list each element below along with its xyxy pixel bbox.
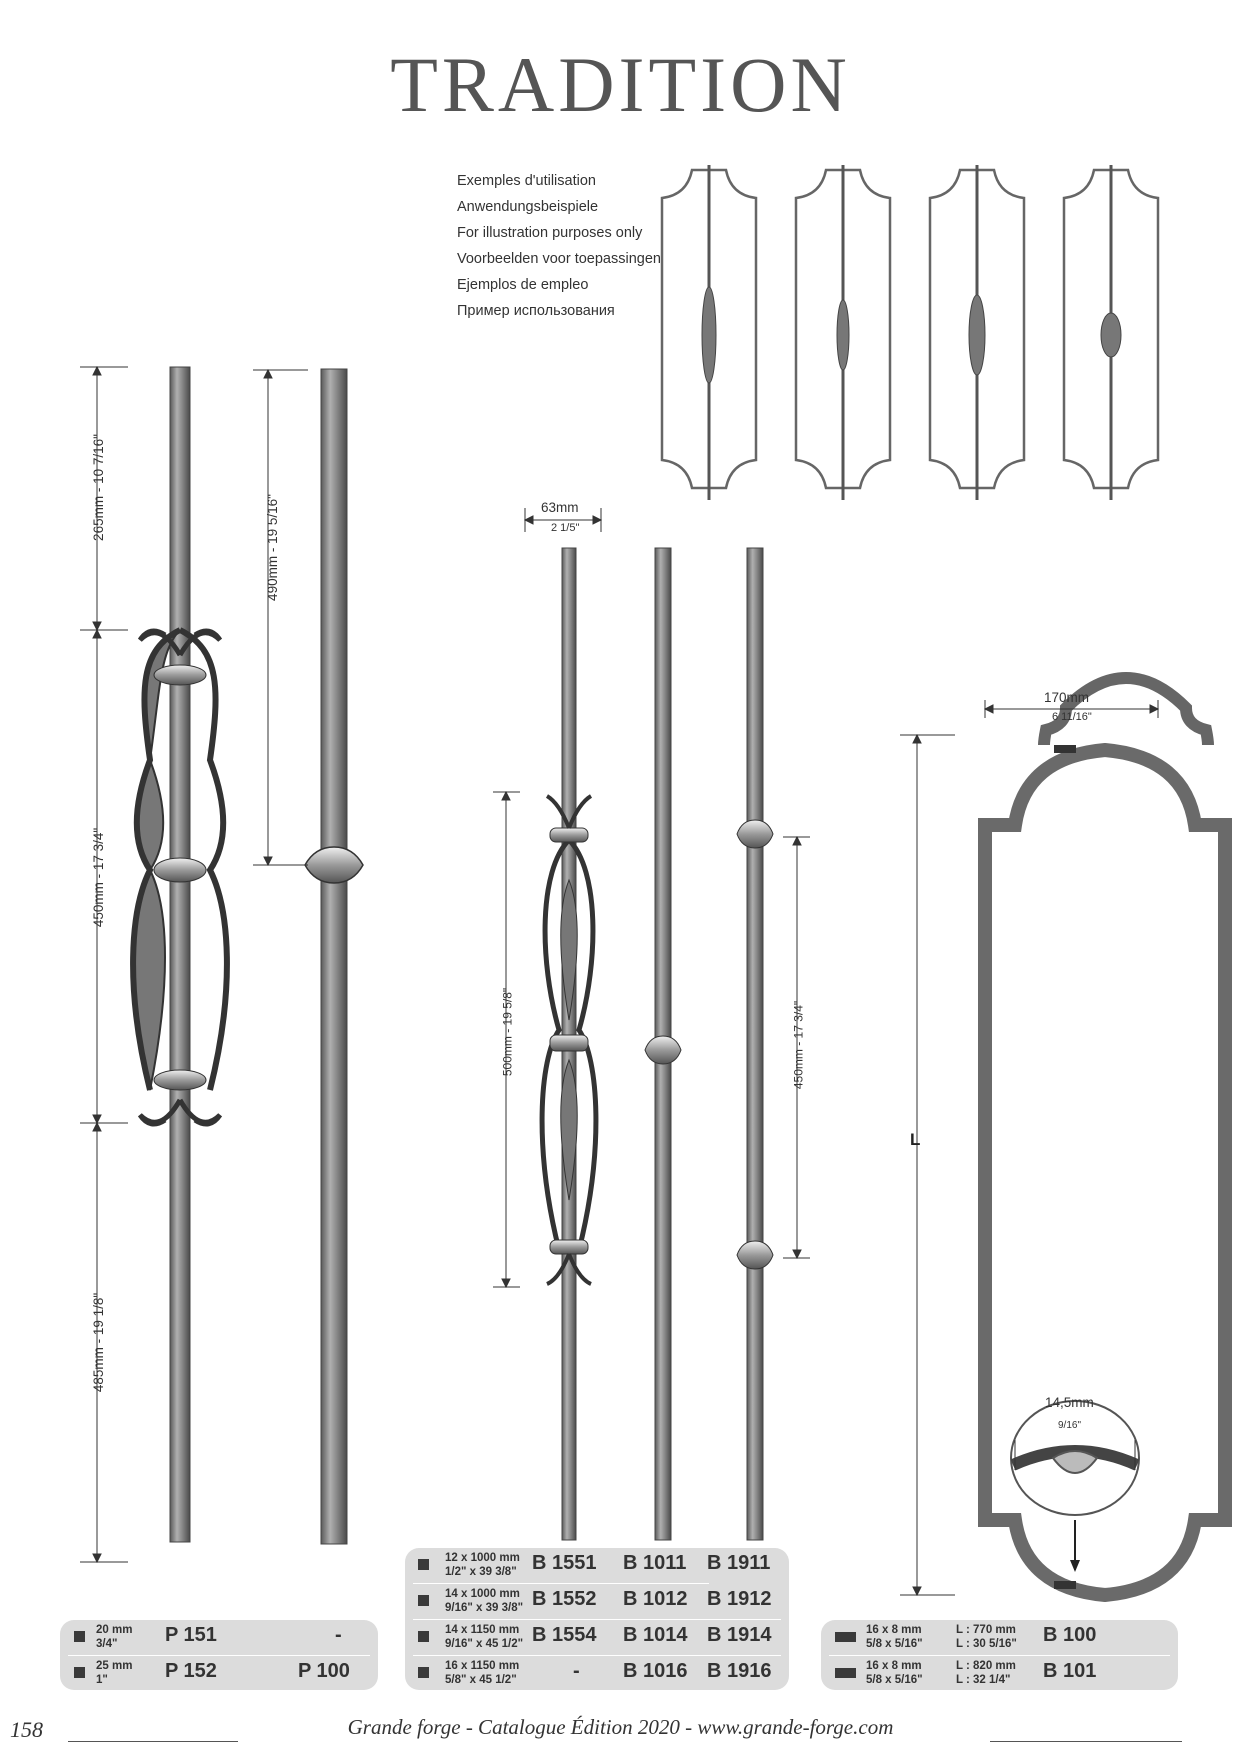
product-code: B 1016 — [623, 1660, 688, 1682]
dim-450-right: 450mm - 17 3/4" — [791, 1000, 806, 1090]
product-code: B 1552 — [532, 1588, 597, 1610]
table-row — [821, 1620, 1178, 1654]
dim-490: 490mm - 19 5/16" — [265, 494, 280, 601]
dim-265: 265mm - 10 7/16" — [91, 434, 106, 541]
square-bar-icon — [418, 1667, 429, 1678]
spec-mm: 16 x 8 mm — [866, 1624, 922, 1636]
usage-label-en: For illustration purposes only — [457, 225, 643, 241]
spec-in: 5/8 x 5/16" — [866, 1638, 923, 1650]
dim-length-L: L — [910, 1130, 921, 1149]
table-row — [60, 1620, 378, 1654]
usage-example-frames — [662, 170, 1158, 488]
footer-rule-left — [68, 1741, 238, 1742]
usage-label-nl: Voorbeelden voor toepassingen — [457, 251, 661, 267]
square-bar-icon — [74, 1667, 85, 1678]
dim-500: 500mm - 19 5/8" — [500, 987, 515, 1077]
spec-in: 9/16" x 45 1/2" — [445, 1638, 524, 1650]
product-code: B 1011 — [623, 1552, 687, 1574]
length-mm: L : 820 mm — [956, 1660, 1016, 1672]
baluster-b1011-illustration — [645, 548, 681, 1540]
length-in: L : 30 5/16" — [956, 1638, 1017, 1650]
spec-in: 3/4" — [96, 1638, 118, 1650]
usage-label-ru: Пример использования — [457, 303, 615, 319]
dim-14-5-mm: 14,5mm — [1045, 1395, 1094, 1410]
product-code: B 1912 — [707, 1588, 772, 1610]
spec-in: 1" — [96, 1674, 108, 1686]
spec-mm: 20 mm — [96, 1624, 133, 1636]
usage-label-es: Ejemplos de empleo — [457, 277, 589, 293]
table-row — [60, 1656, 378, 1690]
spec-mm: 12 x 1000 mm — [445, 1552, 520, 1564]
table-row — [405, 1620, 789, 1654]
dim-170-in: 6 11/16" — [1052, 711, 1092, 723]
product-code: B 1554 — [532, 1624, 597, 1646]
product-code: B 1014 — [623, 1624, 688, 1646]
dim-450-left: 450mm - 17 3/4" — [91, 827, 106, 928]
footer-text: Grande forge - Catalogue Édition 2020 - www.grande-forge.com — [347, 1715, 894, 1739]
spec-in: 9/16" x 39 3/8" — [445, 1602, 524, 1614]
spec-in: 1/2" x 39 3/8" — [445, 1566, 517, 1578]
product-code: B 1914 — [707, 1624, 772, 1646]
product-code: P 152 — [165, 1660, 217, 1682]
square-bar-icon — [74, 1631, 85, 1642]
table-frame-series — [821, 1620, 1178, 1690]
table-row — [405, 1584, 789, 1618]
table-row — [821, 1656, 1178, 1690]
baluster-p151-illustration — [133, 367, 227, 1542]
page-number: 158 — [10, 1717, 43, 1742]
product-code: B 1916 — [707, 1660, 772, 1682]
product-code: B 1012 — [623, 1588, 688, 1610]
flat-bar-icon — [835, 1632, 856, 1642]
footer-rule-right — [990, 1741, 1182, 1742]
product-code: P 151 — [165, 1624, 217, 1646]
dim-170-mm: 170mm — [1044, 690, 1090, 705]
dim-63-mm: 63mm — [541, 500, 579, 515]
length-in: L : 32 1/4" — [956, 1674, 1011, 1686]
flat-bar-icon — [835, 1668, 856, 1678]
spec-mm: 14 x 1000 mm — [445, 1588, 520, 1600]
product-code: B 101 — [1043, 1660, 1097, 1682]
product-code: B 100 — [1043, 1624, 1097, 1646]
dim-63-in: 2 1/5" — [551, 522, 580, 534]
spec-mm: 16 x 8 mm — [866, 1660, 922, 1672]
product-code: - — [335, 1624, 342, 1646]
spec-in: 5/8 x 5/16" — [866, 1674, 923, 1686]
spec-mm: 25 mm — [96, 1660, 133, 1672]
product-code: B 1911 — [707, 1552, 771, 1574]
spec-in: 5/8" x 45 1/2" — [445, 1674, 517, 1686]
table-row — [405, 1656, 789, 1690]
spec-mm: 16 x 1150 mm — [445, 1660, 520, 1672]
spec-mm: 14 x 1150 mm — [445, 1624, 520, 1636]
dimension-lines — [80, 367, 1158, 1595]
square-bar-icon — [418, 1559, 429, 1570]
table-p-series — [60, 1620, 378, 1690]
page-title: TRADITION — [390, 41, 851, 128]
usage-label-de: Anwendungsbeispiele — [457, 199, 599, 215]
baluster-b1911-illustration — [737, 548, 773, 1540]
usage-example-balusters — [709, 165, 1111, 500]
product-code: P 100 — [298, 1660, 350, 1682]
baluster-b1551-illustration — [542, 548, 596, 1540]
dim-14-5-in: 9/16" — [1058, 1420, 1082, 1431]
table-b-series — [405, 1548, 789, 1690]
dim-485: 485mm - 19 1/8" — [91, 1292, 106, 1393]
table-row — [405, 1548, 789, 1582]
square-bar-icon — [418, 1595, 429, 1606]
baluster-p100-illustration — [305, 369, 363, 1544]
square-bar-icon — [418, 1631, 429, 1642]
length-mm: L : 770 mm — [956, 1624, 1016, 1636]
frame-b100-illustration — [985, 678, 1225, 1595]
usage-label-fr: Exemples d'utilisation — [457, 173, 596, 189]
product-code: - — [573, 1660, 580, 1682]
product-code: B 1551 — [532, 1552, 597, 1574]
